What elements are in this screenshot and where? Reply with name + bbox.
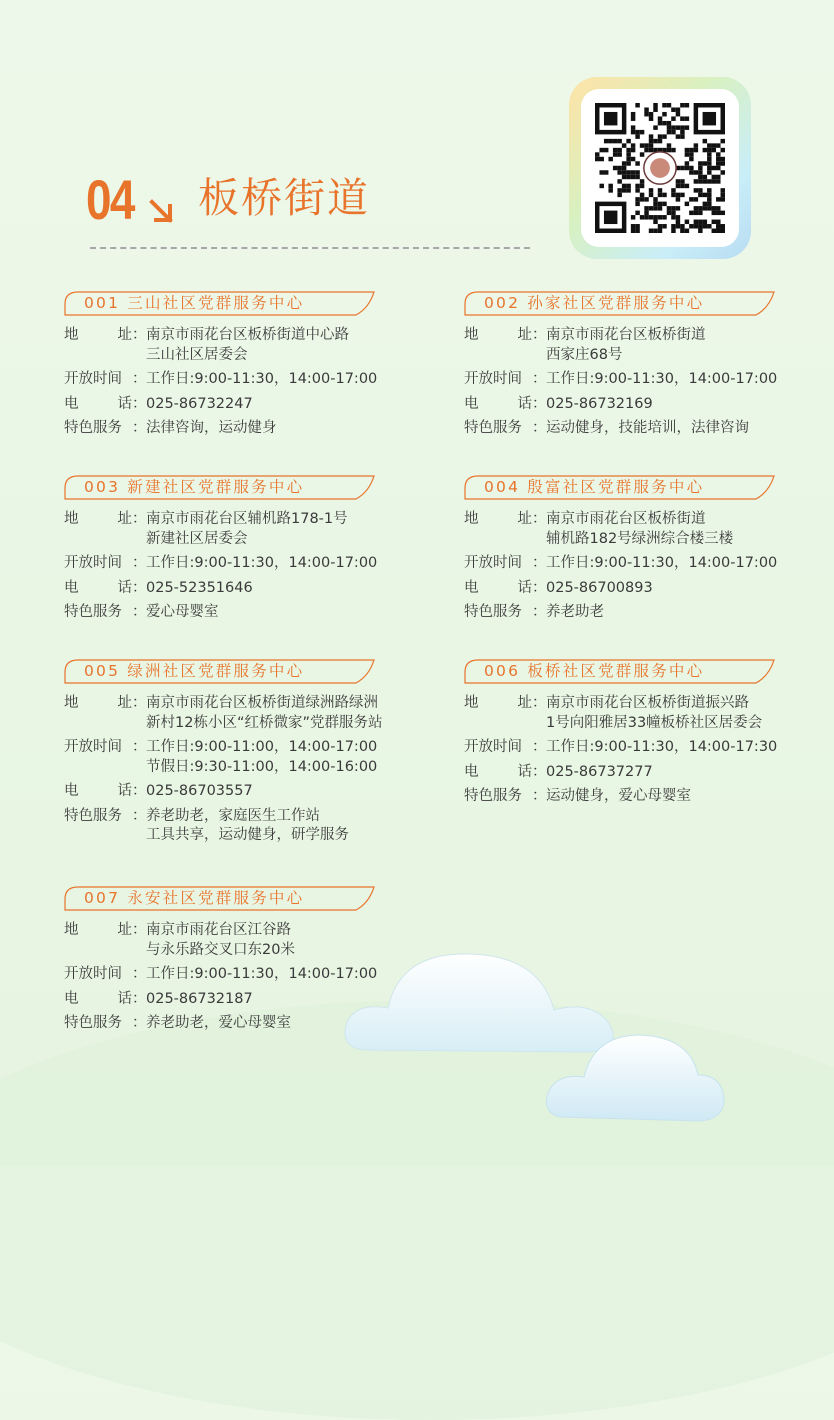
card-title-bar [464,290,776,316]
address-label: 地 址 ： [64,922,147,938]
features-row [64,807,444,846]
card-title: 004 殷富社区党群服务中心 [484,478,705,496]
features-value: 法律咨询，运动健身 [146,420,277,436]
phone-label: 电 话 ： [64,579,147,596]
features-row [464,787,834,807]
features-label: 特色服务 ： [64,1015,147,1031]
hours-value: 工作日:9:00-11:30，14:00-17:00 [146,371,378,387]
header-divider [90,247,530,249]
address-value: 南京市雨花台区板桥街道振兴路 1号向阳雅居33幢板桥社区居委会 [546,695,763,731]
phone-label: 电 话 ： [464,579,547,596]
card-details [64,694,444,846]
hours-row [64,370,444,390]
card-title: 001 三山社区党群服务中心 [84,294,305,312]
card-title-bar [64,885,376,911]
phone-row [64,579,444,599]
card-title-bar [64,474,376,500]
hours-value: 工作日:9:00-11:30，14:00-17:00 [546,371,778,387]
features-value: 养老助老，爱心母婴室 [146,1015,291,1031]
address-value: 南京市雨花台区板桥街道 辅机路182号绿洲综合楼三楼 [546,511,734,547]
phone-label: 电 话 ： [64,990,147,1007]
service-center-card [464,658,834,812]
phone-label: 电 话 ： [464,763,547,780]
address-row [464,694,834,733]
phone-value[interactable]: 025-86732169 [546,395,653,412]
card-title-bar [64,290,376,316]
hours-label: 开放时间 ： [64,555,147,571]
address-row [464,326,834,365]
qr-code[interactable] [581,89,739,247]
hours-label: 开放时间 ： [464,555,547,571]
phone-label: 电 话 ： [64,395,147,412]
features-value: 养老助老 [546,604,604,620]
qr-code-frame [569,77,751,259]
address-label: 地 址 ： [64,695,147,711]
hours-value: 工作日:9:00-11:00，14:00-17:00 节假日:9:30-11:00，14:00-16:00 [146,739,378,775]
address-label: 地 址 ： [464,327,547,343]
hours-row [64,554,444,574]
hours-row [464,370,834,390]
address-row [464,510,834,549]
hours-row [64,738,444,777]
hours-value: 工作日:9:00-11:30，14:00-17:00 [546,555,778,571]
hours-row [464,554,834,574]
phone-row [464,395,834,415]
phone-value[interactable]: 025-86700893 [546,579,653,596]
features-label: 特色服务 ： [64,604,147,620]
hours-label: 开放时间 ： [64,739,147,755]
address-row [64,694,444,733]
features-value: 运动健身，技能培训，法律咨询 [546,420,749,436]
features-label: 特色服务 ： [464,420,547,436]
address-value: 南京市雨花台区辅机路178-1号 新建社区居委会 [146,511,348,547]
cloud-decoration-small [540,1005,730,1130]
phone-value[interactable]: 025-86732187 [146,990,253,1007]
phone-label: 电 话 ： [64,783,147,799]
hours-label: 开放时间 ： [64,371,147,387]
hours-label: 开放时间 ： [464,371,547,387]
address-label: 地 址 ： [464,511,547,527]
card-title: 002 孙家社区党群服务中心 [484,294,705,312]
phone-value[interactable]: 025-86703557 [146,783,253,799]
phone-value[interactable]: 025-52351646 [146,579,253,596]
card-title: 005 绿洲社区党群服务中心 [84,662,305,680]
card-details [464,326,834,439]
phone-row [464,763,834,783]
service-center-card [64,658,444,851]
service-center-card [64,290,444,444]
card-details [64,510,444,623]
features-value: 运动健身，爱心母婴室 [546,788,691,804]
card-details [64,326,444,439]
features-label: 特色服务 ： [464,788,547,804]
address-value: 南京市雨花台区板桥街道绿洲路绿洲 新村12栋小区“红桥微家”党群服务站 [146,695,383,731]
features-row [464,603,834,623]
hours-value: 工作日:9:00-11:30，14:00-17:30 [546,739,778,755]
card-details [464,510,834,623]
hours-label: 开放时间 ： [464,739,547,755]
card-title: 006 板桥社区党群服务中心 [484,662,705,680]
section-title: 板桥街道 [198,174,370,222]
features-label: 特色服务 ： [464,604,547,620]
section-number: 04 [86,168,134,231]
address-row [64,510,444,549]
address-label: 地 址 ： [464,695,547,711]
address-row [64,326,444,365]
phone-value[interactable]: 025-86737277 [546,763,653,780]
hours-value: 工作日:9:00-11:30，14:00-17:00 [146,966,378,982]
phone-value[interactable]: 025-86732247 [146,395,253,412]
card-title-bar [64,658,376,684]
phone-label: 电 话 ： [464,395,547,412]
service-center-card [464,290,834,444]
features-label: 特色服务 ： [64,420,147,436]
service-center-card [464,474,834,628]
features-value: 爱心母婴室 [146,604,219,620]
phone-row [64,782,444,802]
card-title: 003 新建社区党群服务中心 [84,478,305,496]
features-row [64,603,444,623]
card-title: 007 永安社区党群服务中心 [84,889,305,907]
arrow-down-right-icon [146,196,176,226]
features-value: 养老助老，家庭医生工作站 工具共享，运动健身，研学服务 [146,807,349,843]
address-value: 南京市雨花台区板桥街道 西家庄68号 [546,327,706,363]
features-row [64,419,444,439]
card-details [464,694,834,807]
features-row [464,419,834,439]
address-label: 地 址 ： [64,327,147,343]
phone-row [464,579,834,599]
hours-label: 开放时间 ： [64,966,147,982]
hours-row [464,738,834,758]
service-center-card [64,474,444,628]
features-label: 特色服务 ： [64,807,147,824]
hours-value: 工作日:9:00-11:30，14:00-17:00 [146,555,378,571]
card-title-bar [464,658,776,684]
qr-code-icon [593,103,727,233]
address-value: 南京市雨花台区板桥街道中心路 三山社区居委会 [146,327,349,363]
card-title-bar [464,474,776,500]
address-value: 南京市雨花台区江谷路 与永乐路交叉口东20米 [146,922,295,958]
address-label: 地 址 ： [64,511,147,527]
phone-row [64,395,444,415]
